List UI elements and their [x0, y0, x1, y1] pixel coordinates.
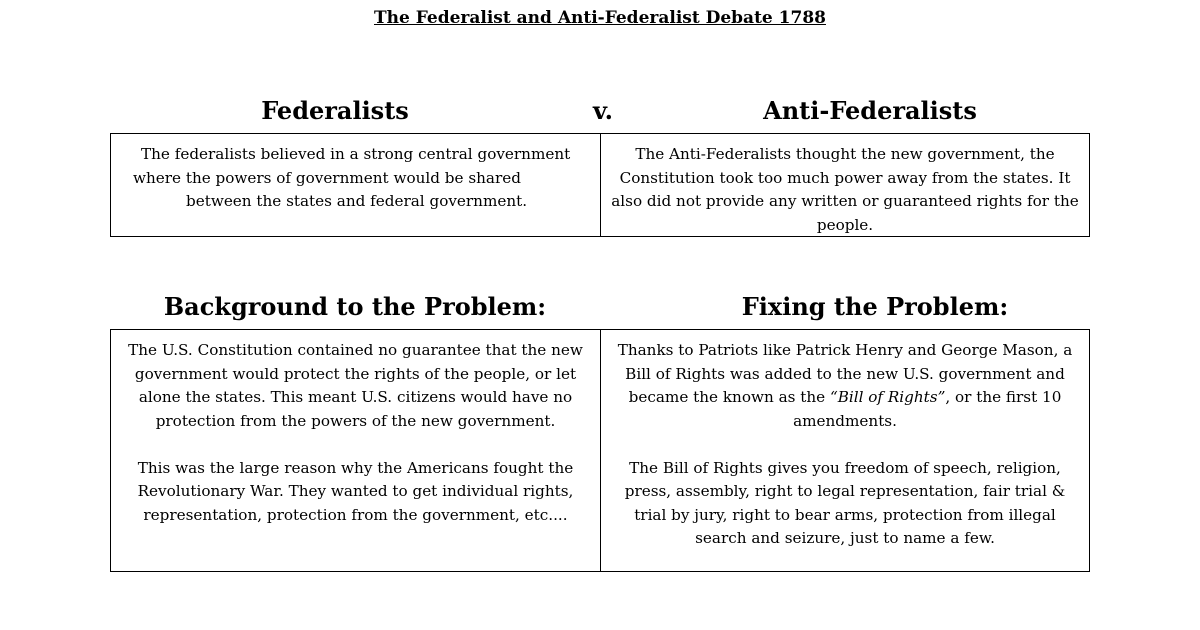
bill-of-rights-italic: “Bill of Rights”: [829, 388, 946, 406]
fixing-paragraph-2: The Bill of Rights gives you freedom of speech, religion, press, assembly, right to legal representation, fair trial & trial by jury, right to bear arms, protection from illegal search and seizure, just to name a few.: [624, 458, 1066, 547]
anti-federalists-cell: [600, 134, 1089, 236]
fixing-paragraph-1: [607, 339, 1083, 433]
heading-background: Background to the Problem:: [163, 292, 547, 321]
positions-table: [110, 133, 1090, 237]
heading-federalists: Federalists: [261, 96, 409, 125]
fixing-paragraph-1-start: Thanks to Patriots like Patrick Henry and George Mason, a Bill of Rights was added to the new U.S. government and became the known as the: [617, 341, 1073, 406]
background-cell: [111, 330, 600, 571]
heading-fixing: Fixing the Problem:: [741, 292, 1009, 321]
federalists-cell: [111, 134, 600, 236]
federalists-text-line-1: The federalists believed in a strong central government: [141, 145, 571, 163]
problem-table: [110, 329, 1090, 572]
background-paragraph-1: The U.S. Constitution contained no guarantee that the new government would protect the rights of the people, or let alone the states. This meant U.S. citizens would have no protection from the powers of the new government.: [128, 341, 583, 430]
federalists-text-line-3: between the states and federal government.: [186, 192, 528, 210]
background-paragraph-2: This was the large reason why the Americans fought the Revolutionary War. They wanted to get individual rights, representation, protection from the government, etc....: [137, 458, 574, 524]
federalists-text-line-2: where the powers of government would be shared: [133, 168, 521, 187]
heading-versus: v.: [593, 96, 613, 125]
fixing-cell: [600, 330, 1089, 571]
document-title: The Federalist and Anti-Federalist Debate 1788: [374, 8, 826, 28]
fixing-paragraph-1-end: , or the first 10 amendments.: [793, 388, 1062, 430]
heading-anti-federalists: Anti-Federalists: [763, 96, 977, 125]
anti-federalists-text: The Anti-Federalists thought the new government, the Constitution took too much power away from the states. It also did not provide any written or guaranteed rights for the people.: [611, 145, 1079, 234]
